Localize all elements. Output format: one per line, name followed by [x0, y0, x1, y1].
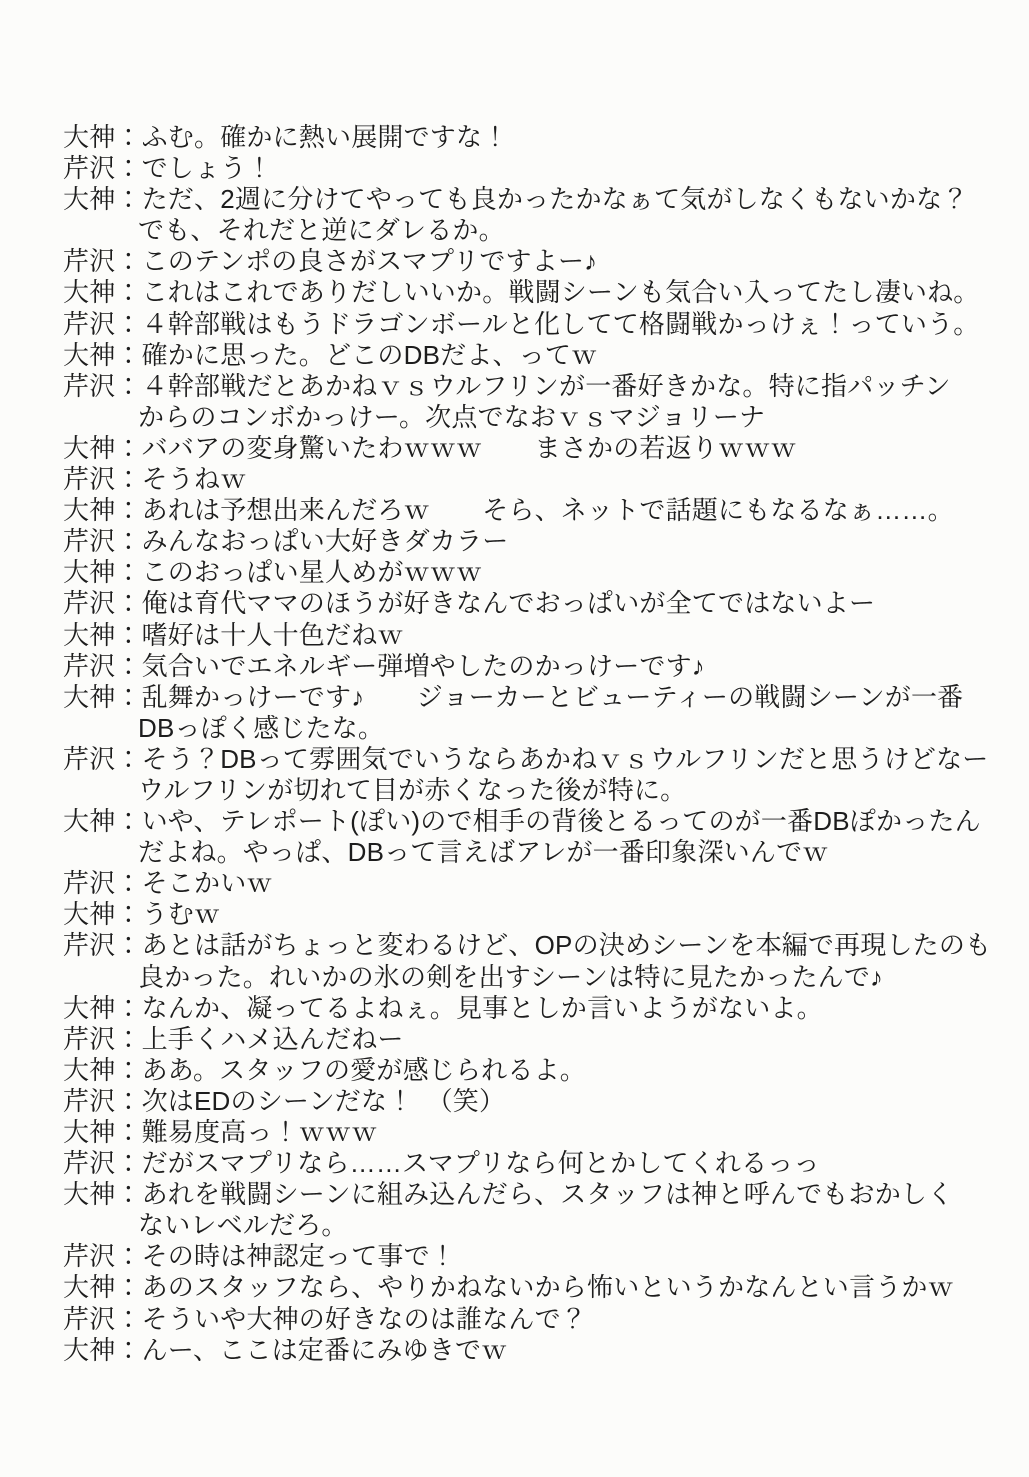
dialogue-line-continuation — [63, 402, 1009, 433]
dialogue-line-continuation — [63, 837, 1009, 868]
dialogue-text: 次はEDのシーンだな！ （笑） — [141, 1085, 506, 1116]
dialogue-text: あれを戦闘シーンに組み込んだら、スタッフは神と呼んでもおかしく — [141, 1179, 954, 1210]
dialogue-line — [63, 1086, 1009, 1117]
speaker-name: 大神： — [63, 1117, 142, 1147]
dialogue-text: ４幹部戦はもうドラゴンボールと化してて格闘戦かっけぇ！っていう。 — [141, 308, 980, 339]
dialogue-line — [63, 464, 1009, 495]
dialogue-text: あとは話がちょっと変わるけど、OPの決めシーンを本編で再現したのも — [141, 930, 992, 961]
dialogue-line-continuation — [63, 713, 1009, 744]
dialogue-line — [63, 246, 1009, 277]
speaker-name: 大神： — [63, 277, 142, 308]
dialogue-text: うむｗ — [141, 899, 221, 930]
dialogue-text: ああ。スタッフの愛が感じられるよ。 — [141, 1054, 586, 1085]
dialogue-line — [63, 122, 1009, 153]
speaker-name: 大神： — [63, 557, 142, 588]
dialogue-line — [63, 588, 1009, 619]
speaker-name: 大神： — [63, 495, 142, 526]
dialogue-text: ４幹部戦だとあかねｖｓウルフリンが一番好きかな。特に指パッチン — [141, 370, 951, 401]
speaker-name: 芹沢： — [63, 868, 142, 899]
dialogue-line — [63, 277, 1009, 308]
dialogue-text: そこかいｗ — [141, 868, 273, 899]
dialogue-text: ウルフリンが切れて目が赤くなった後が特に。 — [138, 774, 687, 805]
dialogue-text: ただ、2週に分けてやっても良かったかなぁて気がしなくもないかな？ — [141, 184, 969, 215]
speaker-name: 大神： — [63, 1054, 142, 1085]
dialogue-text: あのスタッフなら、やりかねないから怖いというかなんとい言うかｗ — [141, 1272, 954, 1303]
dialogue-text: みんなおっぱい大好きダカラー — [141, 526, 509, 557]
dialogue-text: そう？DBって雰囲気でいうならあかねｖｓウルフリンだと思うけどなー — [141, 743, 989, 774]
dialogue-line — [63, 495, 1009, 526]
dialogue-line — [63, 1055, 1009, 1086]
speaker-name: 大神： — [63, 992, 142, 1023]
dialogue-text: なんか、凝ってるよねぇ。見事としか言いようがないよ。 — [141, 992, 823, 1023]
dialogue-text: その時は神認定って事で！ — [141, 1241, 457, 1272]
speaker-name: 大神： — [63, 806, 142, 837]
dialogue-text: んー、ここは定番にみゆきでｗ — [141, 1334, 508, 1365]
dialogue-text: でしょう！ — [141, 153, 273, 184]
speaker-name: 芹沢： — [63, 246, 142, 277]
dialogue-text: このおっぱい星人めがｗｗｗ — [141, 557, 483, 588]
dialogue-line — [63, 993, 1009, 1024]
dialogue-text: でも、それだと逆にダレるか。 — [138, 215, 505, 246]
dialogue-line — [63, 930, 1009, 961]
dialogue-line — [63, 557, 1009, 588]
dialogue-text: 確かに思った。どこのDBだよ、ってｗ — [141, 339, 598, 370]
dialogue-text: DBっぽく感じたな。 — [138, 712, 385, 743]
speaker-name: 芹沢： — [63, 1148, 142, 1179]
dialogue-line — [63, 1272, 1009, 1303]
speaker-name: 芹沢： — [63, 526, 142, 557]
speaker-name: 大神： — [63, 432, 142, 463]
speaker-name: 芹沢： — [63, 1303, 142, 1334]
dialogue-line — [63, 1117, 1009, 1148]
speaker-name: 芹沢： — [63, 930, 142, 961]
speaker-name: 大神： — [63, 339, 142, 370]
speaker-name: 芹沢： — [63, 650, 142, 681]
dialogue-text: 上手くハメ込んだねー — [141, 1023, 404, 1054]
dialogue-text: だがスマプリなら……スマプリなら何とかしてくれるっっ — [141, 1148, 820, 1179]
dialogue-line — [63, 371, 1009, 402]
speaker-name: 芹沢： — [63, 1085, 142, 1116]
dialogue-line — [63, 744, 1009, 775]
dialogue-text: 良かった。れいかの氷の剣を出すシーンは特に見たかったんで♪ — [138, 961, 884, 992]
dialogue-text: 乱舞かっけーです♪ ジョーカーとビューティーの戦闘シーンが一番 — [141, 681, 964, 712]
dialogue-text: ふむ。確かに熱い展開ですな！ — [141, 122, 509, 152]
speaker-name: 芹沢： — [63, 464, 142, 495]
dialogue-line — [63, 433, 1009, 464]
dialogue-line-continuation — [63, 962, 1009, 993]
speaker-name: 芹沢： — [63, 743, 142, 774]
speaker-name: 大神： — [63, 1272, 142, 1303]
dialogue-line — [63, 526, 1009, 557]
dialogue-text: だよね。やっぱ、DBって言えばアレが一番印象深いんでｗ — [138, 837, 829, 868]
dialogue-text: ババアの変身驚いたわｗｗｗ まさかの若返りｗｗｗ — [141, 432, 797, 463]
dialogue-line — [63, 1179, 1009, 1210]
speaker-name: 芹沢： — [63, 308, 142, 339]
dialogue-text: これはこれでありだしいいか。戦闘シーンも気合い入ってたし凄いね。 — [141, 277, 980, 308]
dialogue-line-continuation — [63, 775, 1009, 806]
dialogue-text: 難易度高っ！ｗｗｗ — [141, 1117, 378, 1147]
dialogue-text: あれは予想出来んだろｗ そら、ネットで話題にもなるなぁ……。 — [141, 495, 954, 526]
dialogue-line-continuation — [63, 1210, 1009, 1241]
dialogue-line — [63, 1024, 1009, 1055]
speaker-name: 大神： — [63, 899, 142, 930]
dialogue-line-continuation — [63, 215, 1009, 246]
dialogue-text: からのコンボかっけー。次点でなおｖｓマジョリーナ — [138, 401, 766, 432]
dialogue-line — [63, 1148, 1009, 1179]
dialogue-text: 嗜好は十人十色だねｗ — [141, 619, 404, 650]
dialogue-text: このテンポの良さがスマプリですよー♪ — [141, 246, 598, 277]
dialogue-line — [63, 651, 1009, 682]
dialogue-line — [63, 1241, 1009, 1272]
speaker-name: 芹沢： — [63, 1023, 142, 1054]
dialogue-line — [63, 184, 1009, 215]
dialogue-line — [63, 1335, 1009, 1366]
dialogue-text: そうねｗ — [141, 464, 247, 495]
dialogue-line — [63, 153, 1009, 184]
dialogue-line — [63, 899, 1009, 930]
dialogue-line — [63, 340, 1009, 371]
speaker-name: 芹沢： — [63, 588, 142, 619]
dialogue-text: 気合いでエネルギー弾増やしたのかっけーです♪ — [141, 650, 706, 681]
dialogue-text: ないレベルだろ。 — [138, 1210, 348, 1241]
dialogue-text: 俺は育代ママのほうが好きなんでおっぱいが全てではないよー — [141, 588, 876, 619]
speaker-name: 芹沢： — [63, 370, 142, 401]
speaker-name: 大神： — [63, 184, 142, 215]
dialogue-line — [63, 868, 1009, 899]
dialogue-line — [63, 1304, 1009, 1335]
dialogue-line — [63, 682, 1009, 713]
speaker-name: 大神： — [63, 1179, 142, 1210]
dialogue-text: いや、テレポート(ぽい)ので相手の背後とるってのが一番DBぽかったん — [141, 806, 981, 837]
dialogue-line — [63, 620, 1009, 651]
dialogue-text: そういや大神の好きなのは誰なんで？ — [141, 1303, 588, 1334]
speaker-name: 芹沢： — [63, 1241, 142, 1272]
speaker-name: 芹沢： — [63, 153, 142, 184]
speaker-name: 大神： — [63, 681, 142, 712]
transcript — [63, 122, 1009, 1366]
speaker-name: 大神： — [63, 1334, 142, 1365]
dialogue-line — [63, 806, 1009, 837]
speaker-name: 大神： — [63, 122, 142, 152]
dialogue-line — [63, 309, 1009, 340]
speaker-name: 大神： — [63, 619, 142, 650]
